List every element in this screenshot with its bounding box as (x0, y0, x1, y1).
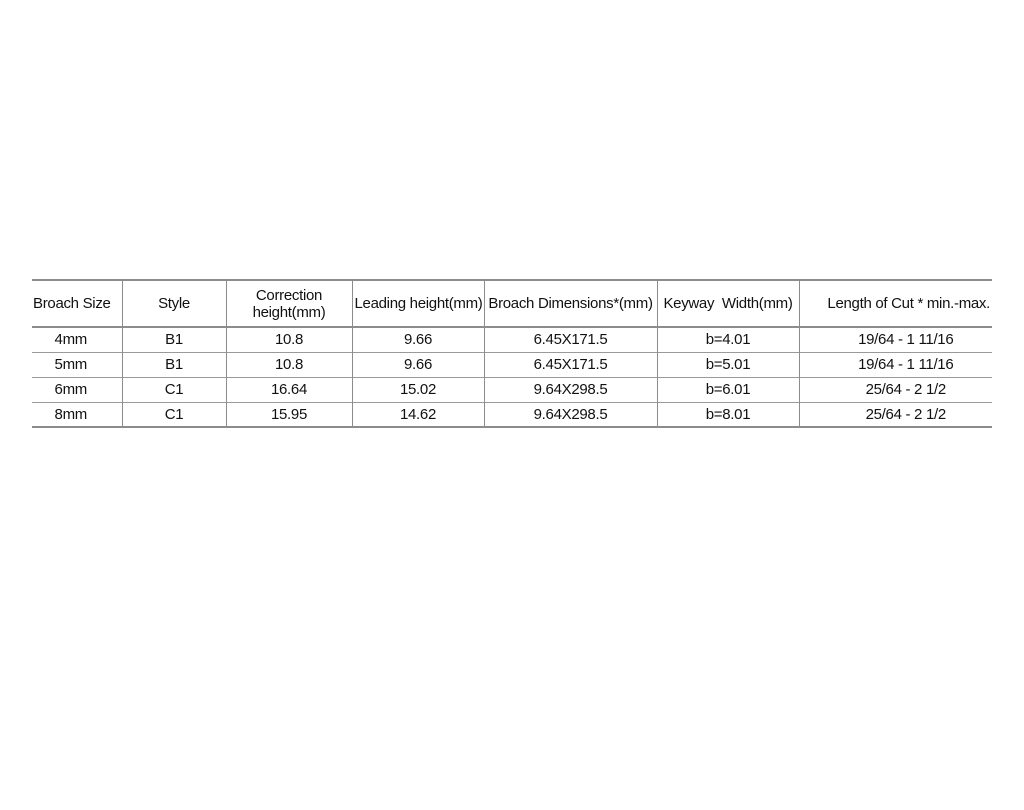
header-broach-dimensions: Broach Dimensions*(mm) (484, 280, 657, 327)
header-style: Style (122, 280, 226, 327)
cell-correction-height: 16.64 (226, 377, 352, 402)
header-correction-height-line1: Correction (255, 286, 323, 304)
header-correction-height (226, 280, 352, 327)
cell-keyway-width: b=6.01 (657, 377, 799, 402)
cell-length-of-cut: 19/64 - 1 11/16 (799, 327, 992, 352)
cell-style: B1 (122, 327, 226, 352)
table-body (32, 327, 992, 427)
table-row (32, 352, 992, 377)
broach-spec-table (32, 279, 992, 428)
cell-style: C1 (122, 377, 226, 402)
cell-leading-height: 15.02 (352, 377, 484, 402)
cell-keyway-width: b=8.01 (657, 402, 799, 427)
cell-broach-size: 5mm (54, 356, 87, 373)
header-leading-height: Leading height(mm) (352, 280, 484, 327)
cell-broach-dimensions: 6.45X171.5 (484, 327, 657, 352)
cell-correction-height: 10.8 (226, 352, 352, 377)
cell-style: C1 (122, 402, 226, 427)
cell-keyway-width: b=5.01 (657, 352, 799, 377)
cell-broach-size: 4mm (54, 331, 87, 349)
cell-length-of-cut: 25/64 - 2 1/2 (799, 377, 992, 402)
header-broach-size: Broach Size (33, 295, 111, 312)
cell-correction-height: 10.8 (226, 327, 352, 352)
cell-leading-height: 9.66 (352, 352, 484, 377)
cell-length-of-cut: 25/64 - 2 1/2 (799, 402, 992, 427)
cell-length-of-cut: 19/64 - 1 11/16 (799, 352, 992, 377)
cell-broach-size: 6mm (54, 381, 87, 398)
header-row (32, 280, 992, 327)
cell-leading-height: 9.66 (352, 327, 484, 352)
cell-broach-dimensions: 6.45X171.5 (484, 352, 657, 377)
header-keyway-width: Keyway Width(mm) (657, 280, 799, 327)
table-header (32, 280, 992, 327)
header-correction-height-line2: height(mm) (252, 303, 326, 321)
cell-style: B1 (122, 352, 226, 377)
cell-keyway-width: b=4.01 (657, 327, 799, 352)
table-row (32, 402, 992, 427)
header-length-of-cut: Length of Cut * min.-max. (799, 280, 992, 327)
table-row (32, 327, 992, 352)
cell-broach-dimensions: 9.64X298.5 (484, 402, 657, 427)
cell-correction-height: 15.95 (226, 402, 352, 427)
table-row (32, 377, 992, 402)
cell-broach-size: 8mm (54, 405, 87, 423)
cell-broach-dimensions: 9.64X298.5 (484, 377, 657, 402)
cell-leading-height: 14.62 (352, 402, 484, 427)
